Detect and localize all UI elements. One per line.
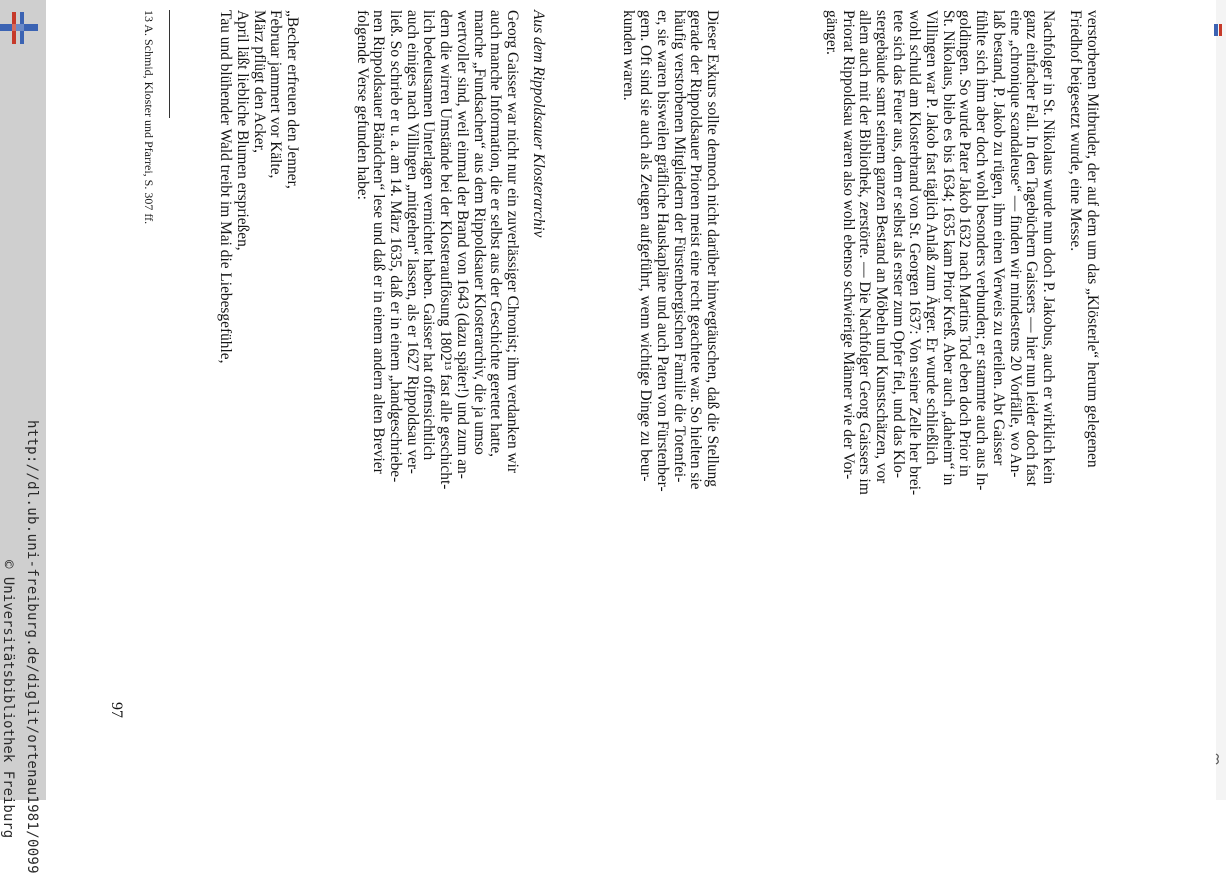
paragraph: verstorbenen Mitbruder, der auf dem um das „Klösterle“ herum gelegenen Friedhof beigesetzt wurde, eine Messe. [1067, 10, 1101, 468]
page-number: 97 [108, 702, 125, 718]
footnote: 13 A. Schmid, Kloster und Pfarrei, S. 307 ff. [142, 10, 156, 225]
paragraph: Nachfolger in St. Nikolaus wurde nun doch P. Jakobus, auch er wirklich kein ganz einfacher Fall. In den Tagebüchern Gaissers — hier nun leider doch fast eine „chronique scandaleuse“ — finden wir mindestens 20 Vorfälle, wo An- laß bestand, P. Jakob zu rügen, ihm einen Verweis zu erteilen. Abt Gaisser fühlte sich ihm aber doch wohl besonders verbunden; er stammte auch aus In- goldingen. So wurde Pater Jakob 1632 nach Martins Tod eben doch Prior in St. Nikolaus, blieb es bis 1634; 1635 kam Prior Kreß. Aber auch „daheim“ in Villingen war P. Jakob fast täglich Anlaß zum Ärger. Er wurde schließlich wohl schuld am Klosterbrand von St. Georgen 1637: Von seiner Zelle her brei- tete sich das Feuer aus, dem er selbst als erster zum Opfer fiel, und das Klo- stergebäude samt seinem ganzen Bestand an Möbeln und Kunstschätzen, vor allem auch mit der Bibliothek, zerstörte. — Die Nachfolger Georg Gaissers im Priorat Rippoldsau waren also wohl ebenso schwierige Männer wie der Vor- gänger. [822, 10, 1057, 496]
paragraph: Dieser Exkurs sollte dennoch nicht darüber hinwegtäuschen, daß die Stellung gerade der Rippoldsauer Prioren meist eine recht geachtete war. So hielten sie häufig verstorbenen Mitgliedern der Fürstenbergischen Familie die Totenfei- er, sie waren bisweilen gräfliche Hauskapläne und auch Paten von Fürstenber- gern. Oft sind sie auch als Zeugen aufgeführt, wenn wichtige Dinge zu beur- kunden waren. [620, 10, 721, 492]
scan-edge-marker-icon [1214, 22, 1224, 38]
scan-edge-mark-icon [1214, 752, 1222, 766]
copyright-notice: © Universitätsbibliothek Freiburg [0, 560, 16, 839]
page-content [100, 0, 1100, 800]
paragraph: Georg Gaisser war nicht nur ein zuverlässiger Chronist; ihm verdanken wir auch manche Information, die er selbst aus der Geschichte gerettet hatte, manche „Fundsachen“ aus dem Rippoldsauer Klosterarchiv, die ja umso wertvoller sind, weil einmal der Brand von 1643 (dazu später!) und zum an- dern die wirren Umstände bei der Klosterauflösung 1802¹³ fast alle geschicht- lich bedeutsamen Unterlagen vernichtet haben. Gaisser hat offensichtlich auch einiges nach Villingen „mitgehen“ lassen, als er 1627 Rippoldsau ver- ließ. So schrieb er u. a. am 14. März 1635, daß er in einem „handgeschriebe- nen Rippoldsauer Bändchen“ lese und daß er in einem andern alten Brevier folgende Verse gefunden habe: [353, 10, 521, 490]
section-heading: Aus dem Rippoldsauer Klosterarchiv [530, 10, 547, 238]
verse-quote: „Becher erfreuen den Jenner, Februar jammert vor Kälte, März pflügt den Acker, April läßt liebliche Blumen ersprießen, Tau und blühender Wald treibt im Mai die Liebesgefühle, [217, 10, 301, 364]
footnote-divider [169, 10, 170, 118]
right-page-edge [1216, 0, 1226, 800]
source-url[interactable]: http://dl.ub.uni-freiburg.de/diglit/ortenau1981/0099 [24, 420, 40, 874]
scan-target-marker-icon [0, 10, 40, 46]
